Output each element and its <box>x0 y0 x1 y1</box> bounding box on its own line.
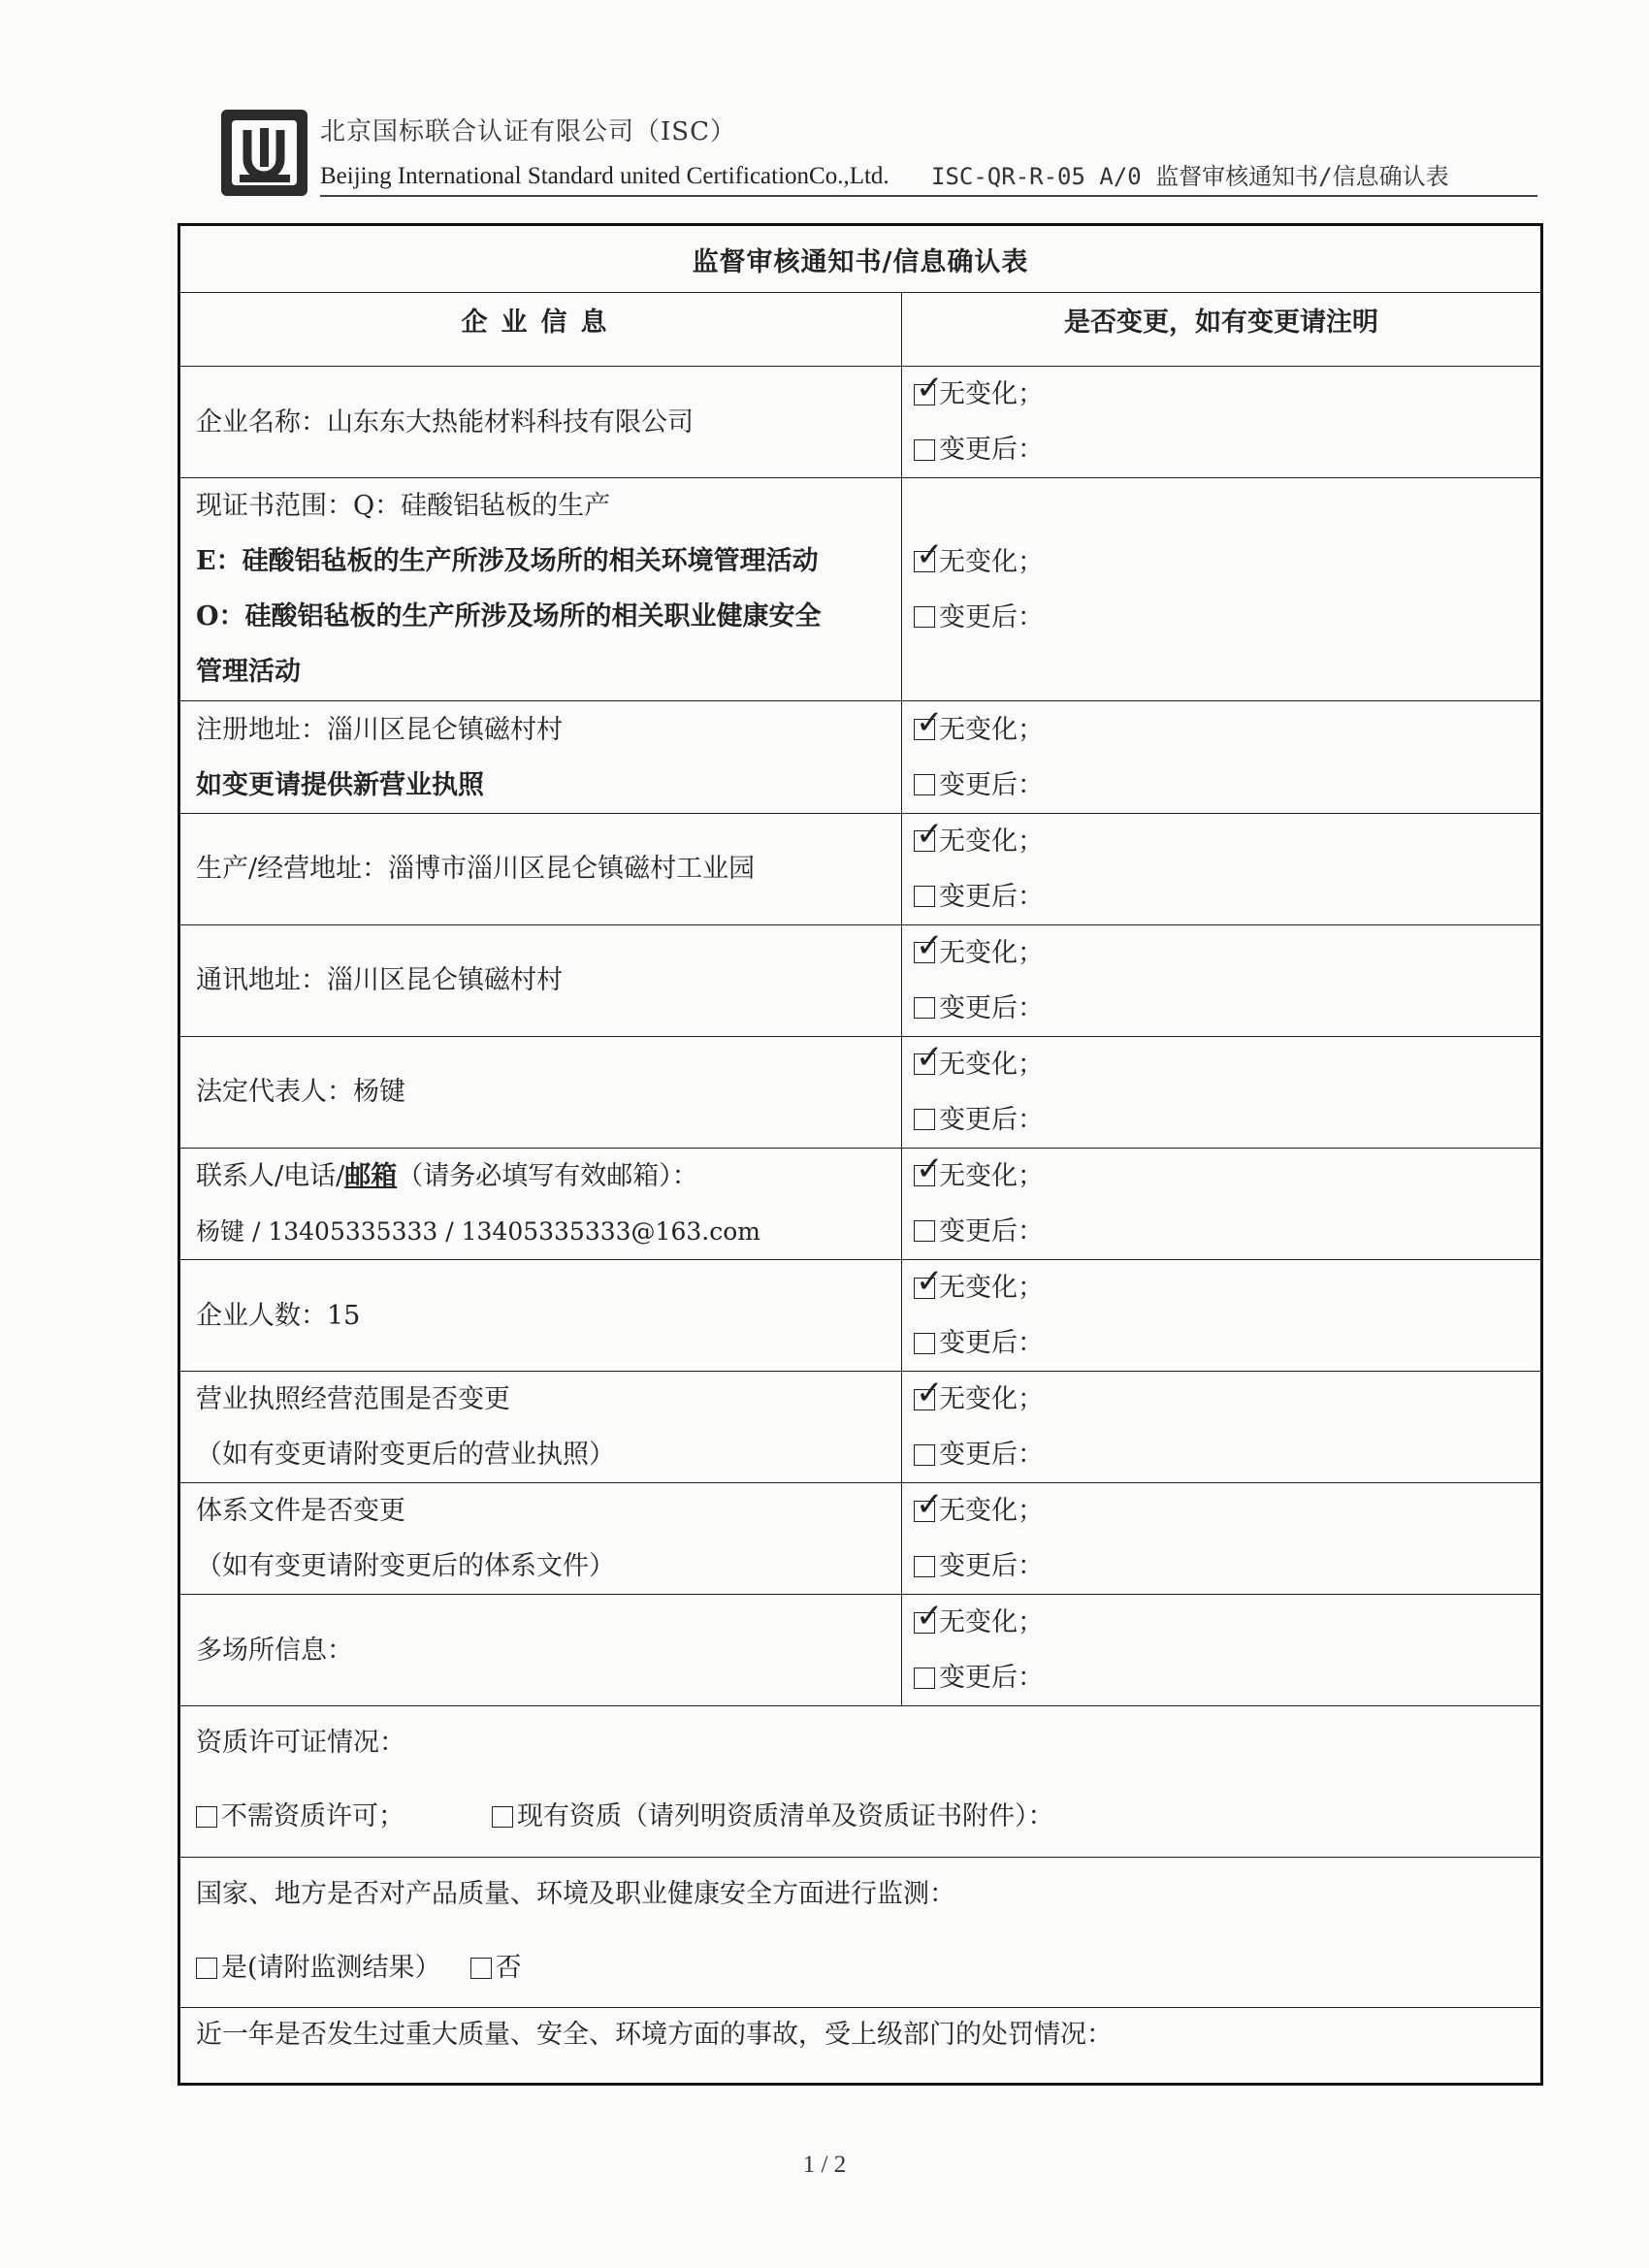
monitoring-cell <box>179 1857 1542 2007</box>
no-change-option[interactable] <box>914 1483 1529 1539</box>
scope-line: E：硅酸铝毡板的生产所涉及场所的相关环境管理活动 <box>196 546 819 577</box>
company-name-cn: 北京国标联合认证有限公司（ISC） <box>320 117 736 146</box>
checkbox-checked[interactable] <box>914 703 944 743</box>
no-change-option[interactable] <box>914 1595 1529 1650</box>
no-change-label: 无变化； <box>939 714 1044 745</box>
changed-option[interactable] <box>914 758 1529 813</box>
no-change-option[interactable] <box>914 367 1529 422</box>
column-header-company-info: 企业信息 <box>179 293 902 367</box>
checkmark-icon: ✓ <box>916 1261 944 1301</box>
checkbox-unchecked[interactable] <box>914 606 935 628</box>
no-change-label: 无变化； <box>939 1273 1044 1304</box>
no-change-label: 无变化； <box>939 826 1044 857</box>
checkbox-unchecked[interactable] <box>914 439 935 461</box>
changed-label: 变更后： <box>939 601 1044 632</box>
table-row <box>179 1372 1542 1483</box>
changed-label: 变更后： <box>939 1440 1044 1471</box>
change-status-cell <box>902 1372 1542 1483</box>
changed-option[interactable] <box>914 590 1529 645</box>
no-qualification-label: 不需资质许可； <box>221 1801 404 1832</box>
change-status-cell <box>902 1260 1542 1372</box>
checkmark-icon: ✓ <box>916 368 944 407</box>
changed-label: 变更后： <box>939 1104 1044 1135</box>
changed-label: 变更后： <box>939 1328 1044 1359</box>
business-scope-cell <box>179 1372 902 1483</box>
changed-option[interactable] <box>914 1427 1529 1482</box>
changed-option[interactable] <box>914 1539 1529 1594</box>
table-row <box>179 1148 1542 1259</box>
email-word: 邮箱 <box>344 1160 398 1191</box>
qualification-cell <box>179 1706 1542 1857</box>
no-change-label: 无变化； <box>939 1607 1044 1638</box>
scope-line: 现证书范围：Q：硅酸铝毡板的生产 <box>196 491 611 522</box>
no-change-option[interactable] <box>914 1149 1529 1204</box>
employee-count-cell <box>179 1260 902 1372</box>
changed-option[interactable] <box>914 869 1529 924</box>
scope-line: 管理活动 <box>196 657 301 688</box>
change-status-cell <box>902 813 1542 924</box>
contact-value: 杨键 / 13405335333 / 13405335333@163.com <box>196 1216 760 1246</box>
table-row <box>179 1036 1542 1148</box>
scope-line: O：硅酸铝毡板的生产所涉及场所的相关职业健康安全 <box>196 601 822 632</box>
no-change-option[interactable] <box>914 814 1529 869</box>
no-change-label: 无变化； <box>939 1049 1044 1080</box>
document-header <box>218 107 1537 199</box>
monitoring-yes-option[interactable] <box>196 1931 441 2005</box>
changed-label: 变更后： <box>939 992 1044 1023</box>
table-row <box>179 1706 1542 1857</box>
checkmark-icon: ✓ <box>916 703 944 743</box>
checkbox-unchecked[interactable] <box>914 1444 935 1466</box>
checkmark-icon: ✓ <box>916 926 944 966</box>
header-divider <box>320 195 1537 197</box>
monitoring-options <box>196 1931 1525 2005</box>
checkbox-unchecked[interactable] <box>196 1806 217 1828</box>
no-change-label: 无变化； <box>939 379 1044 410</box>
checkbox-unchecked[interactable] <box>492 1806 513 1828</box>
company-name-cell <box>179 367 902 478</box>
changed-label: 变更后： <box>939 435 1044 466</box>
has-qualification-option[interactable] <box>492 1780 1054 1854</box>
checkbox-checked[interactable] <box>914 1261 944 1301</box>
no-change-option[interactable] <box>914 702 1529 758</box>
checkmark-icon: ✓ <box>916 1596 944 1636</box>
checkbox-unchecked[interactable] <box>470 1958 492 1979</box>
production-address-text: 生产/经营地址：淄博市淄川区昆仑镇磁村工业园 <box>196 854 756 885</box>
legal-representative-cell <box>179 1036 902 1148</box>
checkbox-checked[interactable] <box>914 368 944 407</box>
monitoring-yes-label: 是(请附监测结果） <box>221 1952 441 1983</box>
accident-label: 近一年是否发生过重大质量、安全、环境方面的事故，受上级部门的处罚情况： <box>196 2019 1113 2050</box>
business-scope-label: 营业执照经营范围是否变更 <box>196 1384 510 1415</box>
company-name-en: Beijing International Standard united CertificationCo.,Ltd. <box>320 163 889 189</box>
table-row <box>179 367 1542 478</box>
contact-cell <box>179 1148 902 1259</box>
registered-address-text: 注册地址：淄川区昆仑镇磁村村 <box>196 714 563 745</box>
monitoring-no-label: 否 <box>495 1952 522 1983</box>
table-row <box>179 1857 1542 2007</box>
changed-option[interactable] <box>914 1092 1529 1148</box>
accident-cell <box>179 2007 1542 2084</box>
change-status-cell <box>902 1036 1542 1148</box>
checkbox-checked[interactable] <box>914 1373 944 1412</box>
no-change-option[interactable] <box>914 535 1529 590</box>
table-row <box>179 2007 1542 2084</box>
no-change-label: 无变化； <box>939 546 1044 577</box>
no-change-option[interactable] <box>914 925 1529 981</box>
checkbox-checked[interactable] <box>914 1484 944 1524</box>
changed-option[interactable] <box>914 422 1529 477</box>
checkbox-checked[interactable] <box>914 535 944 575</box>
change-status-cell <box>902 1595 1542 1706</box>
checkmark-icon: ✓ <box>916 1373 944 1412</box>
checkbox-unchecked[interactable] <box>914 774 935 795</box>
checkbox-unchecked[interactable] <box>914 997 935 1019</box>
certificate-scope-cell <box>179 478 902 701</box>
no-change-label: 无变化； <box>939 1384 1044 1415</box>
contact-suffix: （请务必填写有效邮箱）： <box>397 1160 698 1191</box>
checkbox-unchecked[interactable] <box>914 1556 935 1577</box>
checkbox-checked[interactable] <box>914 1038 944 1078</box>
no-change-label: 无变化； <box>939 1496 1044 1527</box>
checkbox-checked[interactable] <box>914 815 944 855</box>
company-name-text: 企业名称：山东东大热能材料科技有限公司 <box>196 406 694 437</box>
no-change-option[interactable] <box>914 1037 1529 1092</box>
checkbox-checked[interactable] <box>914 1150 944 1189</box>
table-row <box>179 1260 1542 1372</box>
qualification-options <box>196 1780 1525 1854</box>
registered-address-cell <box>179 701 902 813</box>
table-row <box>179 924 1542 1036</box>
checkbox-unchecked[interactable] <box>914 1668 935 1689</box>
no-change-label: 无变化； <box>939 937 1044 968</box>
mailing-address-text: 通讯地址：淄川区昆仑镇磁村村 <box>196 965 563 996</box>
business-scope-note: （如有变更请附变更后的营业执照） <box>196 1440 615 1471</box>
system-documents-label: 体系文件是否变更 <box>196 1496 405 1527</box>
checkmark-icon: ✓ <box>916 1484 944 1524</box>
contact-prefix: 联系人/电话/ <box>196 1160 345 1191</box>
change-status-cell <box>902 1483 1542 1595</box>
change-status-cell <box>902 701 1542 813</box>
table-row <box>179 813 1542 924</box>
checkbox-checked[interactable] <box>914 926 944 966</box>
no-change-option[interactable] <box>914 1260 1529 1315</box>
checkmark-icon: ✓ <box>916 815 944 855</box>
changed-label: 变更后： <box>939 881 1044 912</box>
checkbox-unchecked[interactable] <box>914 886 935 907</box>
system-documents-note: （如有变更请附变更后的体系文件） <box>196 1551 615 1582</box>
change-status-cell <box>902 1148 1542 1259</box>
monitoring-label: 国家、地方是否对产品质量、环境及职业健康安全方面进行监测： <box>196 1878 955 1909</box>
checkmark-icon: ✓ <box>916 1150 944 1189</box>
changed-option[interactable] <box>914 1315 1529 1371</box>
changed-label: 变更后： <box>939 769 1044 800</box>
column-header-change-status: 是否变更，如有变更请注明 <box>902 293 1542 367</box>
checkbox-unchecked[interactable] <box>914 1333 935 1354</box>
checkbox-unchecked[interactable] <box>914 1220 935 1242</box>
table-row <box>179 1483 1542 1595</box>
system-documents-cell <box>179 1483 902 1595</box>
form-title: 监督审核通知书/信息确认表 <box>179 225 1542 293</box>
changed-option[interactable] <box>914 981 1529 1036</box>
employee-count-text: 企业人数：15 <box>196 1300 361 1331</box>
checkmark-icon: ✓ <box>916 1038 944 1078</box>
no-change-option[interactable] <box>914 1372 1529 1427</box>
production-address-cell <box>179 813 902 924</box>
contact-label <box>196 1149 886 1204</box>
checkbox-unchecked[interactable] <box>914 1109 935 1130</box>
document-code: ISC-QR-R-05 A/0 监督审核通知书/信息确认表 <box>931 163 1449 190</box>
change-status-cell <box>902 367 1542 478</box>
no-qualification-option[interactable] <box>196 1780 404 1854</box>
table-row <box>179 1595 1542 1706</box>
change-status-cell <box>902 478 1542 701</box>
multi-site-label: 多场所信息： <box>196 1635 353 1666</box>
no-change-label: 无变化； <box>939 1160 1044 1191</box>
has-qualification-label: 现有资质（请列明资质清单及资质证书附件）： <box>517 1801 1054 1832</box>
change-status-cell <box>902 924 1542 1036</box>
page-number: 1 / 2 <box>802 2152 847 2178</box>
multi-site-cell <box>179 1595 902 1706</box>
monitoring-no-option[interactable] <box>470 1931 522 2005</box>
table-row <box>179 701 1542 813</box>
table-row <box>179 478 1542 701</box>
changed-label: 变更后： <box>939 1663 1044 1694</box>
checkbox-checked[interactable] <box>914 1596 944 1636</box>
confirmation-form-table <box>178 223 1543 2086</box>
legal-representative-text: 法定代表人：杨键 <box>196 1077 405 1108</box>
changed-label: 变更后： <box>939 1215 1044 1247</box>
qualification-label: 资质许可证情况： <box>196 1728 405 1759</box>
changed-label: 变更后： <box>939 1551 1044 1582</box>
mailing-address-cell <box>179 924 902 1036</box>
registered-address-note: 如变更请提供新营业执照 <box>196 769 484 800</box>
isc-logo-icon <box>218 107 310 199</box>
changed-option[interactable] <box>914 1650 1529 1705</box>
checkbox-unchecked[interactable] <box>196 1958 217 1979</box>
checkmark-icon: ✓ <box>916 535 944 575</box>
changed-option[interactable] <box>914 1204 1529 1259</box>
